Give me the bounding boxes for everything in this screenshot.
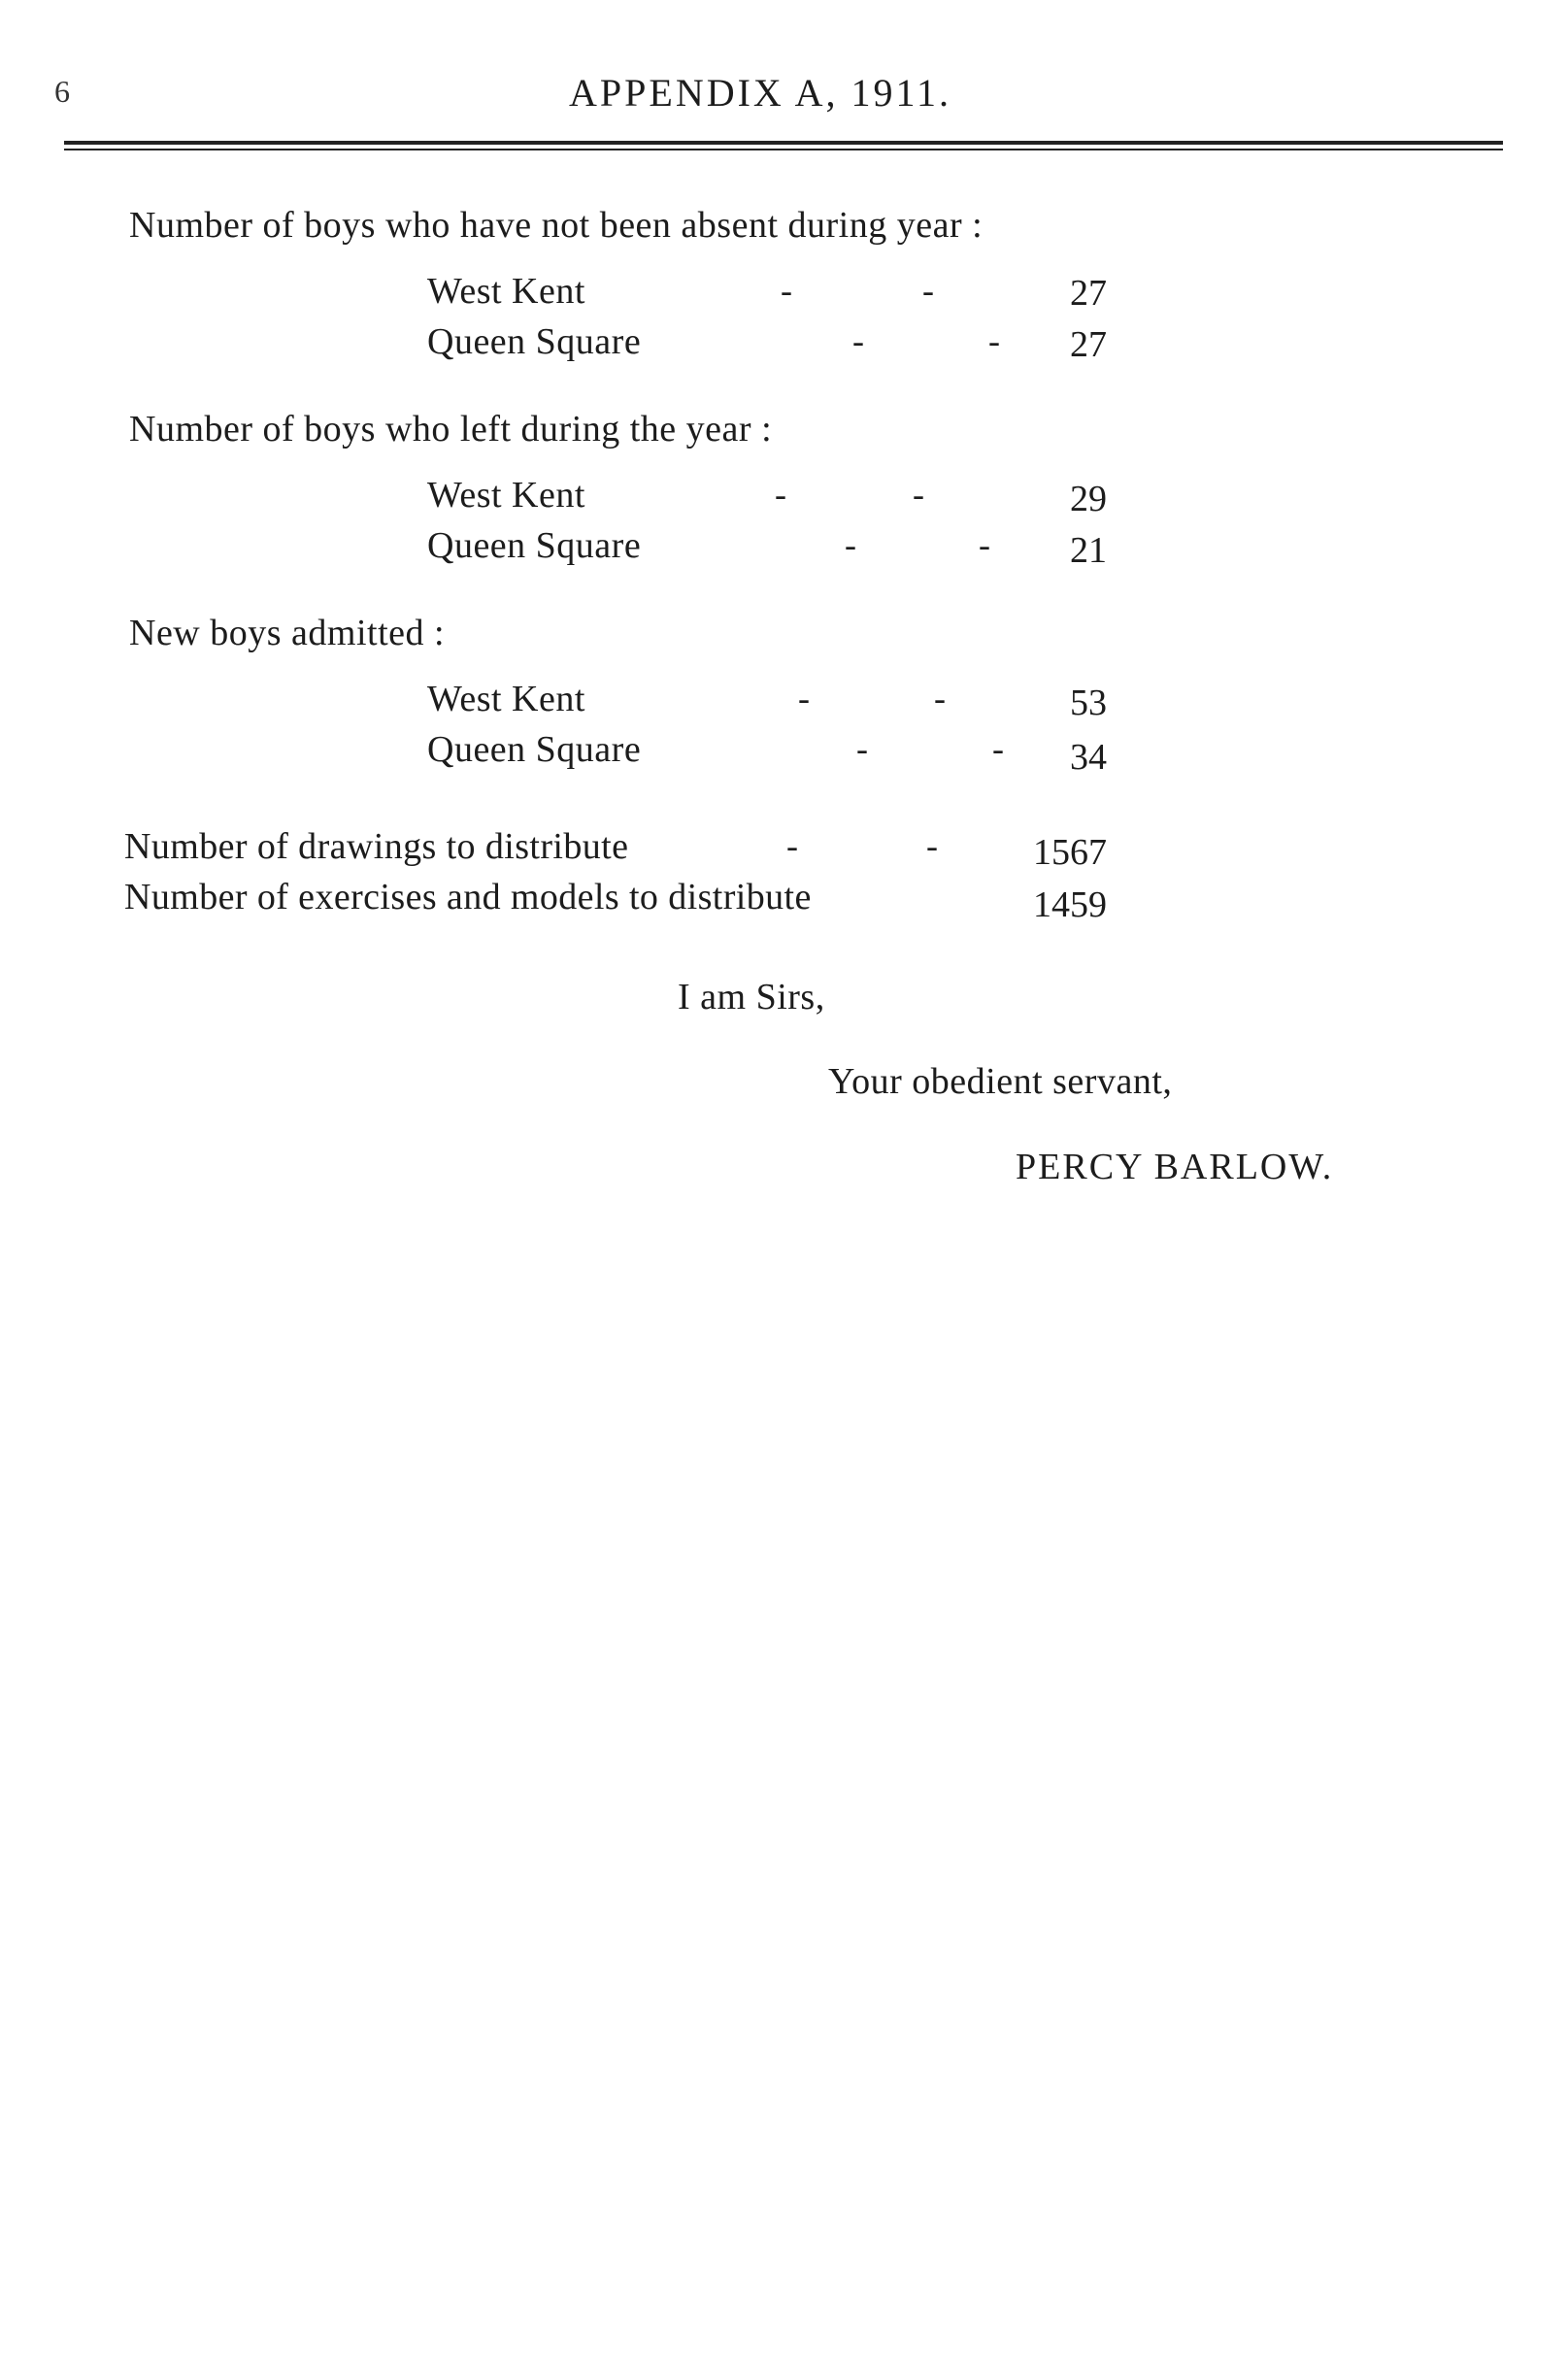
row-value: 34 xyxy=(1070,737,1107,778)
leader-dash: - xyxy=(856,729,868,768)
leader-dash: - xyxy=(798,679,810,717)
header-rule xyxy=(64,141,1503,145)
leader-dash: - xyxy=(922,271,934,310)
drawings-to-distribute-value: 1567 xyxy=(1033,832,1107,873)
section-heading-not-absent: Number of boys who have not been absent during year : xyxy=(129,205,984,246)
row-value: 27 xyxy=(1070,324,1107,365)
closing-greeting: I am Sirs, xyxy=(678,977,825,1017)
leader-dash: - xyxy=(934,679,946,717)
leader-dash: - xyxy=(845,525,856,564)
exercises-to-distribute-value: 1459 xyxy=(1033,884,1107,925)
leader-dash: - xyxy=(913,475,924,514)
leader-dash: - xyxy=(979,525,990,564)
exercises-to-distribute-label: Number of exercises and models to distribute xyxy=(124,877,812,917)
leader-dash: - xyxy=(781,271,792,310)
leader-dash: - xyxy=(992,729,1004,768)
row-label: Queen Square xyxy=(427,729,642,770)
leader-dash: - xyxy=(988,321,1000,360)
row-label: West Kent xyxy=(427,679,585,719)
row-value: 53 xyxy=(1070,683,1107,723)
row-label: West Kent xyxy=(427,475,585,516)
leader-dash: - xyxy=(926,826,938,865)
row-label: West Kent xyxy=(427,271,585,312)
closing-valediction: Your obedient servant, xyxy=(828,1061,1173,1102)
row-label: Queen Square xyxy=(427,321,642,362)
row-value: 21 xyxy=(1070,530,1107,571)
section-heading-admitted: New boys admitted : xyxy=(129,613,446,653)
header-rule xyxy=(64,149,1503,150)
leader-dash: - xyxy=(786,826,798,865)
row-label: Queen Square xyxy=(427,525,642,566)
page-title: APPENDIX A, 1911. xyxy=(569,71,951,115)
leader-dash: - xyxy=(852,321,864,360)
section-heading-left: Number of boys who left during the year : xyxy=(129,409,773,450)
signature: PERCY BARLOW. xyxy=(1016,1147,1334,1187)
row-value: 27 xyxy=(1070,273,1107,314)
leader-dash: - xyxy=(775,475,786,514)
row-value: 29 xyxy=(1070,479,1107,519)
page-number: 6 xyxy=(54,74,70,109)
drawings-to-distribute-label: Number of drawings to distribute xyxy=(124,826,629,867)
